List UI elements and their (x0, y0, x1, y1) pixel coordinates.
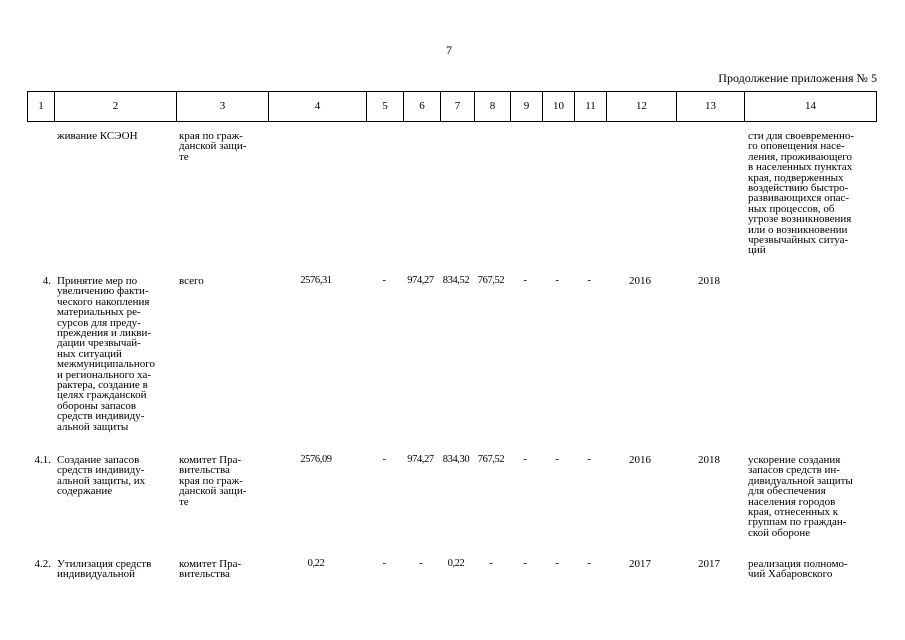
header-col-12: 12 (606, 92, 676, 121)
cell-start-year: 2017 (629, 558, 651, 570)
cell-col-8: 767,52 (477, 454, 505, 465)
header-col-7: 7 (440, 92, 474, 121)
cell-executor: комитет Пра- вительства (179, 558, 242, 581)
cell-event-name: живание КСЭОН (57, 130, 138, 142)
header-col-13: 13 (676, 92, 744, 121)
cell-col-11: - (587, 558, 591, 569)
cell-row-number: 4.1. (34, 454, 51, 466)
header-col-3: 3 (176, 92, 268, 121)
cell-col-5: - (382, 275, 386, 286)
cell-col-7: 834,30 (442, 454, 470, 465)
header-col-8: 8 (474, 92, 510, 121)
cell-expected-result: ускорение создания запасов средств ин- дивидуальной защиты для обеспечения населения городов края, отнесенных к группам по граждан- ской обороне (748, 454, 853, 539)
cell-col-6: 974,27 (407, 454, 434, 465)
header-col-1: 1 (38, 100, 44, 112)
header-col-9: 9 (510, 92, 542, 121)
header-col-5: 5 (366, 92, 403, 121)
cell-col-6: - (418, 558, 423, 569)
cell-end-year: 2018 (698, 275, 720, 287)
cell-total: 2576,09 (300, 454, 332, 465)
cell-expected-result: реализация полномо- чий Хабаровского (748, 558, 848, 581)
cell-col-9: - (523, 454, 527, 465)
cell-col-10: - (555, 275, 559, 286)
cell-start-year: 2016 (629, 454, 651, 466)
table-header-row (27, 91, 877, 122)
cell-event-name: Создание запасов средств индивиду- альной защиты, их содержание (57, 454, 146, 498)
cell-col-11: - (587, 454, 591, 465)
cell-executor: комитет Пра- вительства края по граж- данской защи- те (179, 454, 247, 508)
cell-executor: всего (179, 275, 204, 287)
cell-col-7: 0,22 (447, 558, 465, 569)
header-col-11: 11 (574, 92, 606, 121)
cell-col-10: - (555, 558, 559, 569)
page-number: 7 (446, 43, 452, 57)
cell-total: 0,22 (307, 558, 325, 569)
cell-col-5: - (382, 558, 386, 569)
cell-col-10: - (555, 454, 559, 465)
cell-event-name: Принятие мер по увеличению факти- ческого накопления материальных ре- сурсов для преду- преждения и ликви- дации чрезвычай- ных ситуаций межмуниципального и регионального ха- рактера, создание в целях гражданской обороны запасов средств индивиду- альной защиты (57, 275, 155, 433)
cell-start-year: 2016 (629, 275, 651, 287)
cell-col-5: - (382, 454, 386, 465)
header-col-14: 14 (744, 92, 876, 121)
cell-total: 2576,31 (300, 275, 332, 286)
header-col-4: 4 (268, 92, 366, 121)
cell-row-number: 4.2. (34, 558, 51, 570)
cell-expected-result: сти для своевременно- го оповещения насе- ления, проживающего в населенных пунктах края, подверженных воздействию быстро- развивающихся опас- ных процессов, об угрозе возникновения или о возникновении чрезвычайных ситуа- ций (748, 130, 855, 257)
appendix-continuation-title: Продолжение приложения № 5 (718, 71, 877, 85)
cell-row-number: 4. (42, 275, 51, 287)
cell-end-year: 2018 (698, 454, 720, 466)
header-col-2: 2 (54, 92, 176, 121)
cell-col-11: - (587, 275, 591, 286)
cell-col-7: 834,52 (442, 275, 470, 286)
cell-event-name: Утилизация средств индивидуальной (57, 558, 152, 581)
cell-col-6: 974,27 (407, 275, 434, 286)
header-col-10: 10 (542, 92, 574, 121)
header-col-6: 6 (403, 92, 440, 121)
cell-col-9: - (523, 275, 527, 286)
cell-end-year: 2017 (698, 558, 720, 570)
cell-col-8: - (489, 558, 493, 569)
cell-executor: края по граж- данской защи- те (179, 130, 247, 163)
cell-col-8: 767,52 (477, 275, 505, 286)
cell-col-9: - (523, 558, 527, 569)
